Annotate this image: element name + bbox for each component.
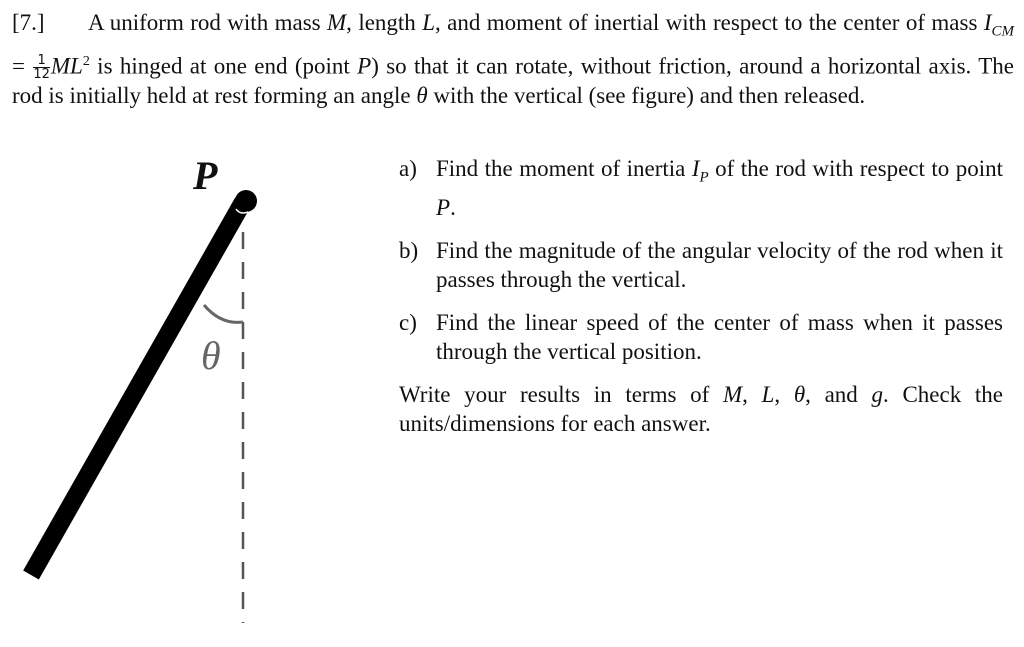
equals-sign: = (12, 53, 33, 79)
rod (31, 202, 243, 575)
statement-text: ) so that it can rotate, without friction, around a horizontal axis. The rod is initially held at rest forming an angle (12, 53, 1014, 109)
statement-text: A uniform rod with mass (88, 10, 327, 35)
question-label: b) (399, 237, 419, 263)
instruction-text: Write your results in terms of (399, 381, 723, 407)
subscript-p: P (699, 169, 709, 186)
var-theta: θ (793, 381, 806, 407)
var-length: L (422, 10, 436, 35)
var-mass: M (327, 10, 347, 35)
question-text: Find the linear speed of the center of mass when it passes through the vertical position. (436, 309, 1003, 364)
var-gravity: g (871, 381, 884, 407)
var-point-p: P (357, 53, 372, 79)
final-instruction (399, 380, 1003, 438)
statement-text: is hinged at one end (point (89, 53, 358, 79)
rod-figure (0, 145, 360, 635)
var-inertia: I (983, 10, 992, 35)
instruction-text: , and (805, 381, 872, 407)
problem-number: [7.] (12, 10, 45, 35)
question-a (399, 154, 1003, 222)
var-length: L (761, 381, 775, 407)
question-text: Find the magnitude of the angular velocity of the rod when it passes through the vertical. (436, 237, 1003, 292)
pivot-label: P (193, 153, 218, 198)
statement-text: , length (346, 10, 423, 35)
var-ml: ML (50, 53, 83, 79)
instruction-text: . Check the units/dimensions for each answer. (399, 381, 1004, 436)
question-label: c) (399, 309, 417, 335)
question-list (399, 154, 1003, 438)
question-b (399, 236, 1003, 294)
angle-arc (204, 305, 243, 322)
question-text: of the rod with respect to point (708, 156, 1003, 181)
rod-diagram (0, 145, 360, 635)
fraction-denominator: 12 (33, 67, 50, 83)
var-theta: θ (416, 83, 428, 109)
separator: , (774, 381, 794, 407)
question-text: Find the moment of inertia (436, 156, 692, 181)
separator: , (742, 381, 762, 407)
question-text: . (450, 194, 456, 220)
var-point-p: P (436, 194, 451, 220)
statement-text: , and moment of inertial with respect to the center of mass (435, 10, 984, 35)
fraction (33, 54, 50, 81)
exponent: 2 (82, 53, 90, 69)
pivot-point (235, 190, 257, 212)
subscript-cm: CM (991, 23, 1014, 40)
statement-text: with the vertical (see figure) and then released. (427, 83, 866, 109)
var-mass: M (722, 381, 743, 407)
problem-statement (12, 8, 1014, 110)
fraction-numerator: 1 (33, 54, 50, 68)
var-inertia: I (691, 156, 700, 181)
angle-label: θ (201, 333, 221, 378)
question-c (399, 308, 1003, 366)
question-label: a) (399, 156, 417, 181)
